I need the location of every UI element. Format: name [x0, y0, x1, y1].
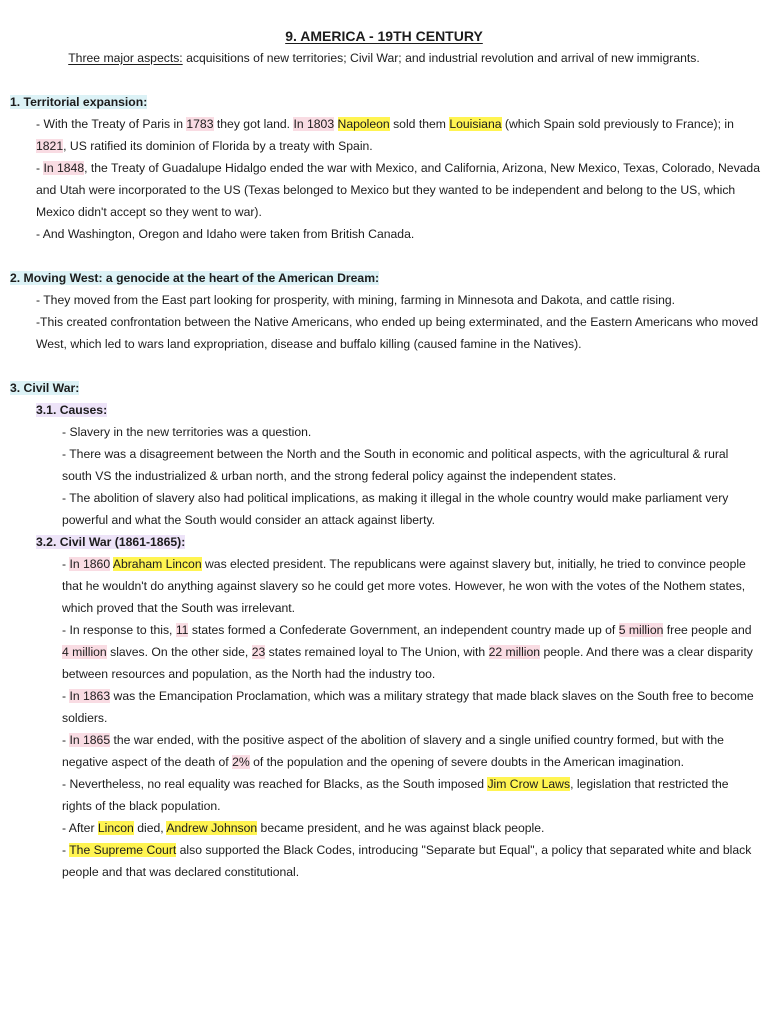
paragraph-text: , legislation that restricted the rights of the black population. — [62, 777, 729, 813]
section-heading-text: 3. Civil War: — [10, 381, 80, 395]
bullet-paragraph — [62, 443, 760, 487]
highlighted-key-term: Lincon — [97, 821, 134, 835]
subsection-heading — [36, 531, 768, 553]
paragraph-text: - — [36, 161, 44, 175]
paragraph-text: - Slavery in the new territories was a question. — [62, 425, 312, 439]
paragraph-text: -This created confrontation between the Native Americans, who ended up being exterminated, and the Eastern Americans who moved West, which led to wars land expropriation, disease and buffalo killing (caused famine in the Natives). — [36, 315, 759, 351]
subsection-heading — [36, 399, 768, 421]
subsection-causes — [0, 399, 768, 531]
highlighted-key-term: Napoleon — [337, 117, 390, 131]
paragraph-text: - They moved from the East part looking for prosperity, with mining, farming in Minnesota and Dakota, and cattle rising. — [36, 293, 676, 307]
bullet-paragraph — [62, 421, 760, 443]
paragraph-text: , the Treaty of Guadalupe Hidalgo ended the war with Mexico, and California, Arizona, New Mexico, Texas, Colorado, Nevada and Utah were incorporated to the US (Texas belonged to Mexico but they wanted to be independent and belong to the US, which Mexico didn't accept so they went to war). — [36, 161, 760, 219]
bullet-paragraph — [36, 223, 760, 245]
paragraph-text: - — [62, 843, 70, 857]
highlighted-figure: 1821 — [36, 139, 64, 153]
highlighted-key-term: Jim Crow Laws — [487, 777, 571, 791]
bullet-paragraph — [62, 729, 760, 773]
section-heading — [10, 267, 768, 289]
paragraph-text — [334, 117, 337, 131]
highlighted-figure: 22 million — [488, 645, 541, 659]
bullet-paragraph — [62, 773, 760, 817]
paragraph-text: sold them — [389, 117, 450, 131]
paragraph-text: people. And there was a clear disparity between resources and population, as the North had the industry too. — [62, 645, 753, 681]
section-heading-text: 1. Territorial expansion: — [10, 95, 148, 109]
highlighted-figure: 5 million — [618, 623, 664, 637]
section-civil-war — [0, 377, 768, 883]
highlighted-figure: 23 — [251, 645, 266, 659]
paragraph-text: - — [62, 733, 70, 747]
bullet-paragraph — [62, 817, 760, 839]
bullet-paragraph — [62, 619, 760, 685]
bullet-paragraph — [62, 685, 760, 729]
bullet-paragraph — [36, 311, 760, 355]
paragraph-text: - After — [62, 821, 98, 835]
highlighted-key-term: Louisiana — [449, 117, 502, 131]
intro-text: acquisitions of new territories; Civil War; and industrial revolution and arrival of new immigrants. — [186, 51, 700, 65]
highlighted-figure: In 1848 — [43, 161, 85, 175]
section-heading — [10, 377, 768, 399]
paragraph-text: - Nevertheless, no real equality was reached for Blacks, as the South imposed — [62, 777, 488, 791]
paragraph-text: died, — [133, 821, 167, 835]
paragraph-text: , US ratified its dominion of Florida by a treaty with Spain. — [63, 139, 373, 153]
highlighted-figure: 4 million — [62, 645, 107, 659]
bullet-paragraph — [62, 839, 760, 883]
paragraph-text: - There was a disagreement between the North and the South in economic and political aspects, with the agricultural & rural south VS the industrialized & urban north, and the strong federal policy against the independent states. — [62, 447, 729, 483]
highlighted-figure: 2% — [232, 755, 250, 769]
intro-line — [0, 47, 768, 69]
highlighted-key-term: Andrew Johnson — [166, 821, 258, 835]
highlighted-key-term: The Supreme Court — [69, 843, 177, 857]
highlighted-figure: In 1860 — [69, 557, 111, 571]
subsection-body — [0, 553, 768, 883]
bullet-paragraph — [36, 289, 760, 311]
bullet-paragraph — [36, 157, 760, 223]
paragraph-text: was elected president. The republicans were against slavery but, initially, he tried to convince people that he wouldn't do anything against slavery so he could get more votes. However, he won with the votes of the Nothem states, which proved that the South was irrelevant. — [62, 557, 746, 615]
paragraph-text: also supported the Black Codes, introducing "Separate but Equal", a policy that separated white and black people and that was declared constitutional. — [62, 843, 752, 879]
highlighted-figure: In 1803 — [293, 117, 335, 131]
paragraph-text: - — [62, 689, 70, 703]
document-title: 9. AMERICA - 19TH CENTURY — [285, 28, 483, 44]
paragraph-text: the war ended, with the positive aspect of the abolition of slavery and a single unified country formed, but with the negative aspect of the death of — [62, 733, 724, 769]
paragraph-text: - And Washington, Oregon and Idaho were taken from British Canada. — [36, 227, 415, 241]
subsection-civil-war-1861-1865 — [0, 531, 768, 883]
section-body — [0, 113, 768, 245]
paragraph-text: states remained loyal to The Union, with — [265, 645, 489, 659]
paragraph-text: of the population and the opening of severe doubts in the American imagination. — [249, 755, 685, 769]
paragraph-text: - With the Treaty of Paris in — [36, 117, 187, 131]
subsection-heading-text: 3.2. Civil War (1861-1865): — [36, 535, 186, 549]
intro-label: Three major aspects: — [68, 51, 183, 65]
paragraph-text: became president, and he was against black people. — [257, 821, 545, 835]
highlighted-figure: In 1863 — [69, 689, 111, 703]
paragraph-text: slaves. On the other side, — [106, 645, 252, 659]
subsection-body — [0, 421, 768, 531]
section-territorial-expansion — [0, 91, 768, 245]
bullet-paragraph — [62, 553, 760, 619]
paragraph-text: - The abolition of slavery also had political implications, as making it illegal in the whole country would make parliament very powerful and what the South would consider an attack against liberty. — [62, 491, 729, 527]
highlighted-figure: 11 — [175, 623, 189, 637]
paragraph-text: was the Emancipation Proclamation, which was a military strategy that made black slaves on the South free to become soldiers. — [62, 689, 754, 725]
section-heading-text: 2. Moving West: a genocide at the heart of the American Dream: — [10, 271, 380, 285]
paragraph-text: - — [62, 557, 70, 571]
highlighted-figure: 1783 — [186, 117, 214, 131]
highlighted-key-term: Abraham Lincon — [112, 557, 202, 571]
bullet-paragraph — [36, 113, 760, 157]
section-moving-west — [0, 267, 768, 355]
paragraph-text: free people and — [663, 623, 752, 637]
section-heading — [10, 91, 768, 113]
subsection-heading-text: 3.1. Causes: — [36, 403, 108, 417]
bullet-paragraph — [62, 487, 760, 531]
section-body — [0, 289, 768, 355]
paragraph-text: they got land. — [213, 117, 294, 131]
paragraph-text: (which Spain sold previously to France); in — [501, 117, 734, 131]
paragraph-text: - In response to this, — [62, 623, 176, 637]
highlighted-figure: In 1865 — [69, 733, 111, 747]
paragraph-text: states formed a Confederate Government, an independent country made up of — [188, 623, 619, 637]
